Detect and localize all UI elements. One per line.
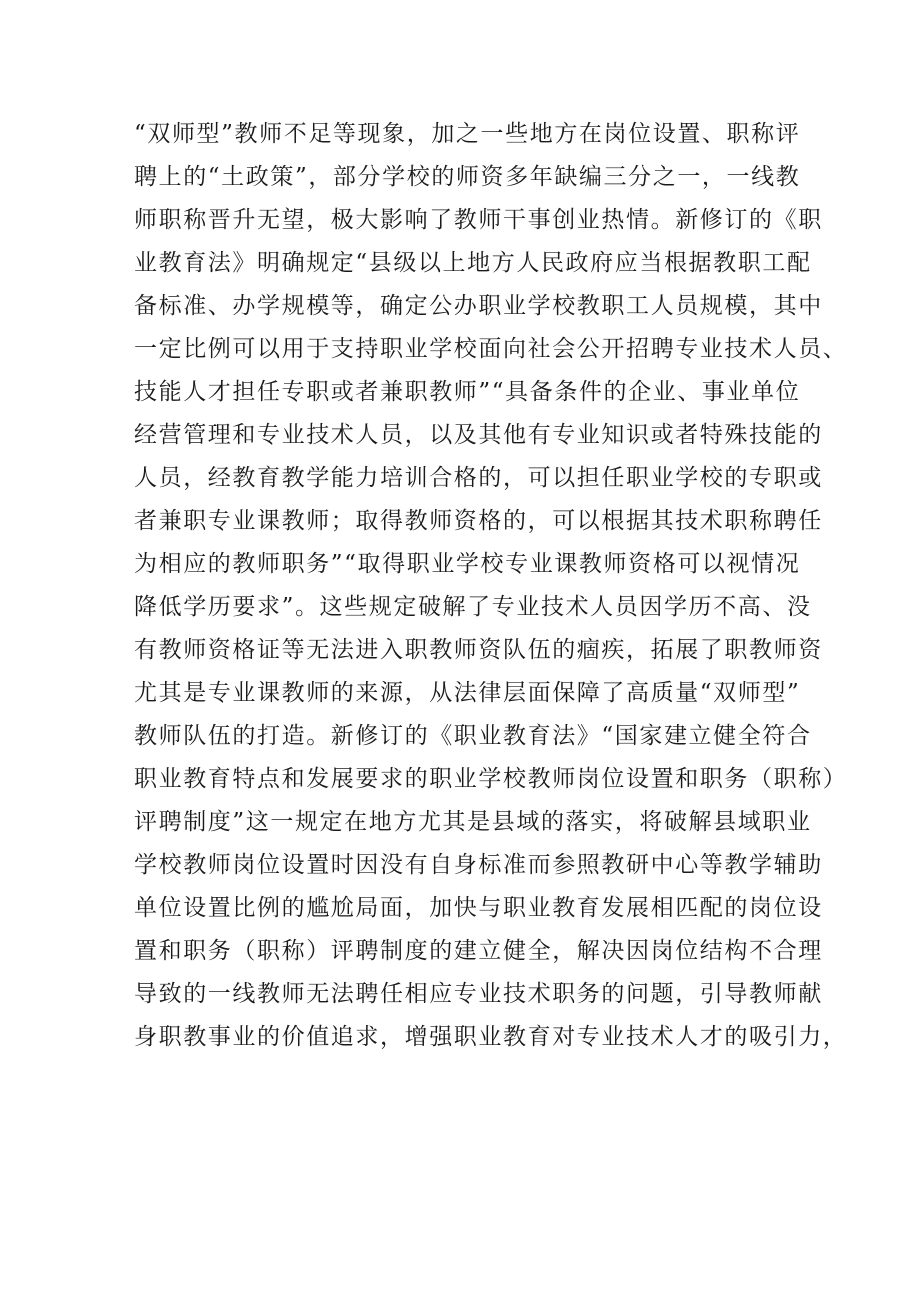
paragraph-line: 评聘制度”这一规定在地方尤其是县域的落实，将破解县域职业: [134, 809, 812, 835]
paragraph-line: 经营管理和专业技术人员，以及其他有专业知识或者特殊技能的: [134, 422, 823, 448]
paragraph-line: 师职称晋升无望，极大影响了教师干事创业热情。新修订的《职: [134, 207, 823, 233]
paragraph-line: 教师队伍的打造。新修订的《职业教育法》“国家建立健全符合: [134, 723, 812, 749]
paragraph-line: 身职教事业的价值追求，增强职业教育对专业技术人才的吸引力，: [134, 1024, 848, 1050]
paragraph-line: 职业教育特点和发展要求的职业学校教师岗位设置和职务（职称）: [134, 766, 848, 792]
paragraph-line: 尤其是专业课教师的来源，从法律层面保障了高质量“双师型”: [134, 680, 801, 706]
paragraph-line: “双师型”教师不足等现象，加之一些地方在岗位设置、职称评: [134, 121, 801, 147]
paragraph-line: 备标准、办学规模等，确定公办职业学校教职工人员规模，其中: [134, 293, 823, 319]
paragraph-line: 降低学历要求”。这些规定破解了专业技术人员因学历不高、没: [134, 594, 812, 620]
paragraph-line: 置和职务（职称）评聘制度的建立健全，解决因岗位结构不合理: [134, 938, 823, 964]
paragraph-line: 单位设置比例的尴尬局面，加快与职业教育发展相匹配的岗位设: [134, 895, 823, 921]
paragraph-line: 为相应的教师职务”“取得职业学校专业课教师资格可以视情况: [134, 551, 801, 577]
paragraph-line: 业教育法》明确规定“县级以上地方人民政府应当根据教职工配: [134, 250, 812, 276]
paragraph-line: 聘上的“土政策”，部分学校的师资多年缺编三分之一，一线教: [134, 164, 801, 190]
paragraph-line: 导致的一线教师无法聘任相应专业技术职务的问题，引导教师献: [134, 981, 823, 1007]
paragraph-line: 有教师资格证等无法进入职教师资队伍的痼疾，拓展了职教师资: [134, 637, 823, 663]
paragraph-line: 学校教师岗位设置时因没有自身标准而参照教研中心等教学辅助: [134, 852, 823, 878]
paragraph-line: 一定比例可以用于支持职业学校面向社会公开招聘专业技术人员、: [134, 336, 848, 362]
paragraph-line: 技能人才担任专职或者兼职教师”“具备条件的企业、事业单位: [134, 379, 801, 405]
paragraph-line: 者兼职专业课教师；取得教师资格的，可以根据其技术职称聘任: [134, 508, 823, 534]
paragraph-line: 人员，经教育教学能力培训合格的，可以担任职业学校的专职或: [134, 465, 823, 491]
body-paragraph: [134, 113, 848, 1059]
